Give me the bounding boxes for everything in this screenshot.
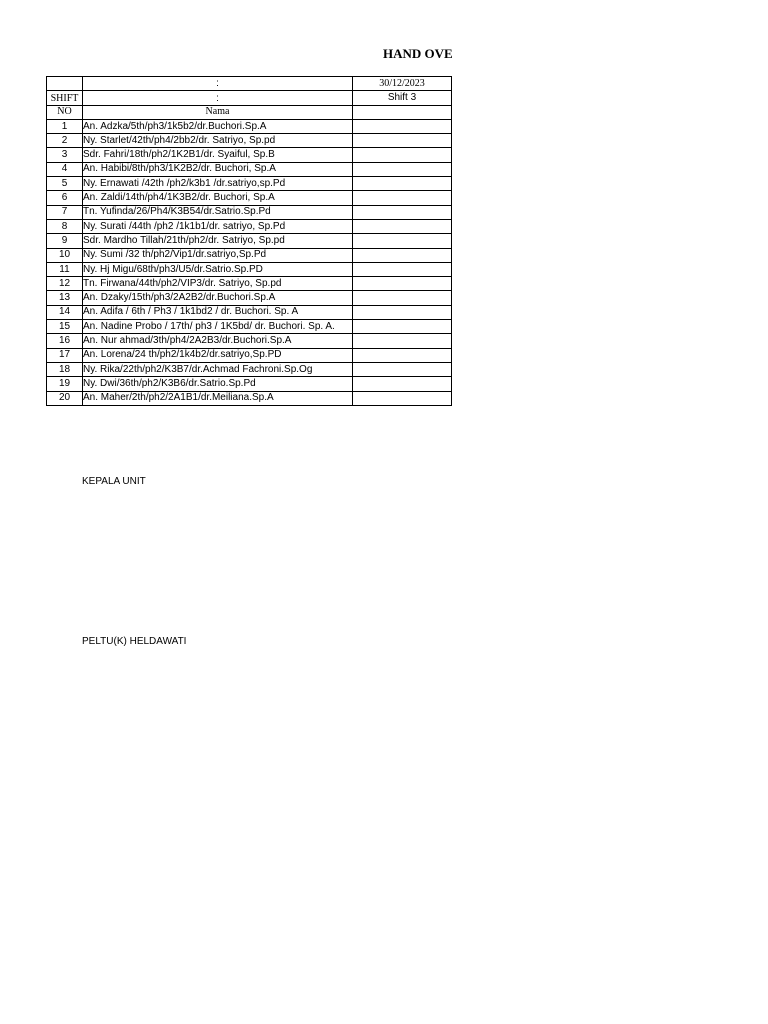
patient-name: Sdr. Mardho Tillah/21th/ph2/dr. Satriyo, Sp.pd — [83, 234, 353, 248]
table-row — [47, 362, 452, 376]
row-number: 18 — [47, 362, 83, 376]
document-title: HAND OVE — [383, 46, 453, 61]
patient-name: Ny. Starlet/42th/ph4/2bb2/dr. Satriyo, Sp.pd — [83, 134, 353, 148]
empty-header-cell — [353, 105, 452, 119]
signature-name: PELTU(K) HELDAWATI — [82, 636, 187, 647]
empty-cell — [353, 119, 452, 133]
empty-cell — [353, 305, 452, 319]
empty-cell — [353, 334, 452, 348]
shift-label: SHIFT — [47, 91, 83, 105]
row-number: 13 — [47, 291, 83, 305]
empty-cell — [353, 134, 452, 148]
patient-name: Ny. Surati /44th /ph2 /1k1b1/dr. satriyo, Sp.Pd — [83, 219, 353, 233]
empty-cell — [353, 362, 452, 376]
row-number: 5 — [47, 177, 83, 191]
empty-cell — [353, 348, 452, 362]
table-row — [47, 377, 452, 391]
empty-cell — [353, 148, 452, 162]
column-header-row — [47, 105, 452, 119]
table-row — [47, 262, 452, 276]
table-row — [47, 305, 452, 319]
patient-name: An. Zaldi/14th/ph4/1K3B2/dr. Buchori, Sp.A — [83, 191, 353, 205]
row-number: 16 — [47, 334, 83, 348]
patient-name: An. Habibi/8th/ph3/1K2B2/dr. Buchori, Sp.A — [83, 162, 353, 176]
table-row — [47, 134, 452, 148]
table-row — [47, 119, 452, 133]
patient-name: Ny. Hj Migu/68th/ph3/U5/dr.Satrio.Sp.PD — [83, 262, 353, 276]
column-header-nama: Nama — [83, 105, 353, 119]
empty-cell — [353, 320, 452, 334]
patient-name: An. Adifa / 6th / Ph3 / 1k1bd2 / dr. Buchori. Sp. A — [83, 305, 353, 319]
shift-row — [47, 91, 452, 105]
table-row — [47, 177, 452, 191]
table-row — [47, 219, 452, 233]
empty-cell — [353, 177, 452, 191]
row-number: 14 — [47, 305, 83, 319]
row-number: 2 — [47, 134, 83, 148]
row-number: 10 — [47, 248, 83, 262]
signature-role: KEPALA UNIT — [82, 476, 146, 487]
row-number: 6 — [47, 191, 83, 205]
patient-name: An. Adzka/5th/ph3/1k5b2/dr.Buchori.Sp.A — [83, 119, 353, 133]
table-row — [47, 334, 452, 348]
row-number: 17 — [47, 348, 83, 362]
row-number: 4 — [47, 162, 83, 176]
table-row — [47, 391, 452, 405]
table-row — [47, 348, 452, 362]
date-row — [47, 77, 452, 91]
patient-name: Tn. Firwana/44th/ph2/VIP3/dr. Satriyo, Sp.pd — [83, 277, 353, 291]
row-number: 3 — [47, 148, 83, 162]
row-number: 1 — [47, 119, 83, 133]
table-row — [47, 291, 452, 305]
patient-name: An. Nur ahmad/3th/ph4/2A2B3/dr.Buchori.Sp.A — [83, 334, 353, 348]
patient-name: Ny. Rika/22th/ph2/K3B7/dr.Achmad Fachroni.Sp.Og — [83, 362, 353, 376]
table-row — [47, 205, 452, 219]
patient-name: An. Nadine Probo / 17th/ ph3 / 1K5bd/ dr. Buchori. Sp. A. — [83, 320, 353, 334]
patient-name: Sdr. Fahri/18th/ph2/1K2B1/dr. Syaiful, Sp.B — [83, 148, 353, 162]
row-number: 7 — [47, 205, 83, 219]
row-number: 15 — [47, 320, 83, 334]
row-number: 20 — [47, 391, 83, 405]
row-number: 11 — [47, 262, 83, 276]
table-row — [47, 277, 452, 291]
date-colon: : — [83, 77, 353, 91]
patient-name: Ny. Dwi/36th/ph2/K3B6/dr.Satrio.Sp.Pd — [83, 377, 353, 391]
empty-cell — [353, 162, 452, 176]
row-number: 9 — [47, 234, 83, 248]
patient-name: An. Dzaky/15th/ph3/2A2B2/dr.Buchori.Sp.A — [83, 291, 353, 305]
empty-cell — [353, 205, 452, 219]
date-value: 30/12/2023 — [353, 77, 452, 91]
table-row — [47, 191, 452, 205]
empty-cell — [47, 77, 83, 91]
patient-name: Tn. Yufinda/26/Ph4/K3B54/dr.Satrio.Sp.Pd — [83, 205, 353, 219]
row-number: 8 — [47, 219, 83, 233]
patient-name: Ny. Sumi /32 th/ph2/Vip1/dr.satriyo,Sp.Pd — [83, 248, 353, 262]
table-row — [47, 248, 452, 262]
empty-cell — [353, 291, 452, 305]
patient-name: Ny. Ernawati /42th /ph2/k3b1 /dr.satriyo,sp.Pd — [83, 177, 353, 191]
empty-cell — [353, 191, 452, 205]
handover-table — [46, 76, 452, 406]
table-row — [47, 162, 452, 176]
table-row — [47, 320, 452, 334]
empty-cell — [353, 391, 452, 405]
empty-cell — [353, 219, 452, 233]
empty-cell — [353, 277, 452, 291]
empty-cell — [353, 377, 452, 391]
empty-cell — [353, 248, 452, 262]
shift-colon: : — [83, 91, 353, 105]
empty-cell — [353, 234, 452, 248]
patient-name: An. Lorena/24 th/ph2/1k4b2/dr.satriyo,Sp.PD — [83, 348, 353, 362]
row-number: 12 — [47, 277, 83, 291]
table-row — [47, 148, 452, 162]
shift-value: Shift 3 — [353, 91, 452, 105]
patient-name: An. Maher/2th/ph2/2A1B1/dr.Meiliana.Sp.A — [83, 391, 353, 405]
empty-cell — [353, 262, 452, 276]
table-row — [47, 234, 452, 248]
row-number: 19 — [47, 377, 83, 391]
column-header-no: NO — [47, 105, 83, 119]
